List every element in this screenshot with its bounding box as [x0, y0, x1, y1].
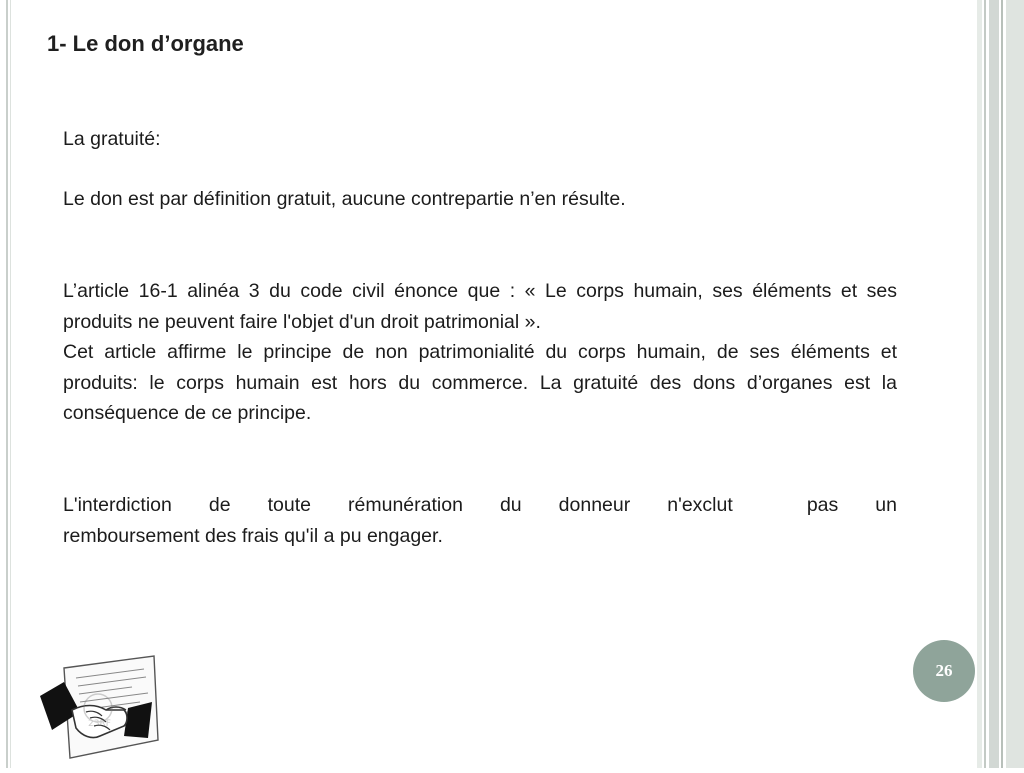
article-quote-paragraph: L’article 16-1 alinéa 3 du code civil énonce que : « Le corps humain, ses éléments et ses produits ne peuvent faire l'objet d'un droit patrimonial ». — [63, 280, 897, 333]
right-stripe — [984, 0, 986, 768]
right-stripe — [1006, 0, 1024, 768]
watermark-text: 23RF — [88, 719, 111, 729]
page-number-badge — [913, 640, 975, 702]
right-stripe — [989, 0, 999, 768]
left-border-line — [6, 0, 8, 768]
right-stripe — [977, 0, 982, 768]
interdiction-line-1: L'interdiction de toute rémunération du donneur n'exclut pas un — [63, 494, 897, 516]
right-stripe — [1001, 0, 1003, 768]
section-heading: La gratuité: — [63, 128, 161, 150]
slide-title: 1- Le don d’organe — [47, 31, 244, 56]
page-number: 26 — [935, 661, 953, 680]
article-explanation-paragraph: Cet article affirme le principe de non patrimonialité du corps humain, de ses éléments et produits: le corps humain est hors du commerce. La gratuité des dons d’organes est la conséquence de ce principe. — [63, 341, 897, 425]
definition-paragraph: Le don est par définition gratuit, aucune contrepartie n’en résulte. — [63, 188, 626, 210]
left-border-line-inner — [10, 0, 11, 768]
article-block — [63, 276, 897, 429]
interdiction-line-2: remboursement des frais qu'il a pu engager. — [63, 524, 443, 547]
interdiction-paragraph — [63, 490, 897, 551]
handshake-contract-icon — [36, 650, 161, 768]
